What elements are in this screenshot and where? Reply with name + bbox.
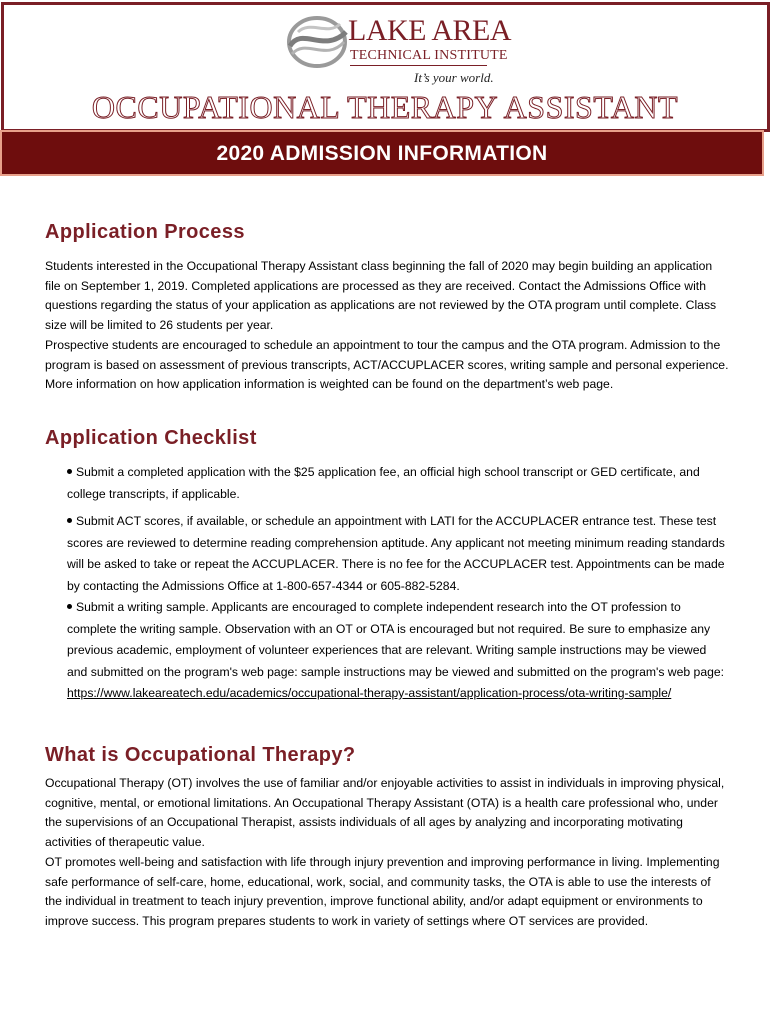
checklist-item-text: Submit a completed application with the $25 application fee, an official high school transcript or GED certificate, and college transcripts, if applicable. bbox=[67, 465, 700, 501]
what-is-ot-paragraph-2: OT promotes well-being and satisfaction with life through injury prevention and improving performance in living. Implementing safe performance of self-care, home, educational, work, social, and community tasks, the OTA is able to use the interests of the individual in treatment to teach injury prevention, improve functional ability, and/or adapt equipment or environments to improve success. This program prepares students to work in variety of settings where OT services are provided. bbox=[45, 855, 720, 928]
application-checklist-heading: Application Checklist bbox=[45, 427, 257, 449]
logo-name: LAKE AREA bbox=[348, 14, 511, 47]
bullet-icon bbox=[67, 604, 72, 609]
checklist-item-text: Submit ACT scores, if available, or schedule an appointment with LATI for the ACCUPLACER entrance test. These test scores are reviewed to determine reading comprehension aptitude. Any applicant not meeting minimum reading standards will be asked to take or repeat the ACCUPLACER. There is no fee for the ACCUPLACER test. Appointments can be made by contacting the Admissions Office at 1-800-657-4344 or 605-882-5284. bbox=[67, 514, 725, 593]
program-title: OCCUPATIONAL THERAPY ASSISTANT bbox=[91, 89, 679, 125]
banner-title: 2020 ADMISSION INFORMATION bbox=[216, 142, 548, 165]
checklist-item-text: Submit a writing sample. Applicants are encouraged to complete independent research into the OT profession to complete the writing sample. Observation with an OT or OTA is encouraged but not required. Be sure to emphasize any previous academic, employment of volunteer experiences that are relevant. Writing sample instructions may be viewed and submitted on the program's web page: sample instructions may be viewed and submitted on the program's web page: bbox=[67, 600, 725, 679]
admission-banner bbox=[0, 130, 764, 176]
writing-sample-link[interactable]: https://www.lakeareatech.edu/academics/occupational-therapy-assistant/application-process/ota-writing-sample/ bbox=[67, 686, 672, 700]
logo-rule bbox=[350, 65, 487, 66]
checklist-item bbox=[67, 597, 727, 705]
checklist-item bbox=[67, 462, 727, 505]
logo-tagline: It’s your world. bbox=[414, 70, 494, 85]
lati-logo bbox=[284, 12, 511, 88]
logo-swirl-icon bbox=[284, 12, 354, 74]
what-is-ot-paragraph-1: Occupational Therapy (OT) involves the use of familiar and/or enjoyable activities to assist in individuals in improving physical, cognitive, mental, or emotional limitations. An Occupational Therapy Assistant (OTA) is a health care professional who, under the supervisions of an Occupational Therapist, assists individuals of all ages by analyzing and incorporating motivating activities of therapeutic value. bbox=[45, 776, 725, 849]
application-process-paragraph-1: Students interested in the Occupational Therapy Assistant class beginning the fall of 2020 may begin building an application file on September 1, 2019. Completed applications are processed as they are received. Contact the Admissions Office with questions regarding the status of your application as applications are not reviewed by the OTA program until complete. Class size will be limited to 26 students per year. bbox=[45, 259, 717, 332]
checklist-item bbox=[67, 511, 727, 597]
what-is-ot-heading: What is Occupational Therapy? bbox=[45, 744, 356, 766]
bullet-icon bbox=[67, 518, 72, 523]
bullet-icon bbox=[67, 469, 72, 474]
application-process-paragraph-2: Prospective students are encouraged to schedule an appointment to tour the campus and the OTA program. Admission to the program is based on assessment of previous transcripts, ACT/ACCUPLACER scores, writing sample and personal experience. More information on how application information is weighted can be found on the department’s web page. bbox=[45, 338, 729, 392]
application-process-heading: Application Process bbox=[45, 221, 245, 243]
logo-subname: TECHNICAL INSTITUTE bbox=[350, 48, 508, 63]
